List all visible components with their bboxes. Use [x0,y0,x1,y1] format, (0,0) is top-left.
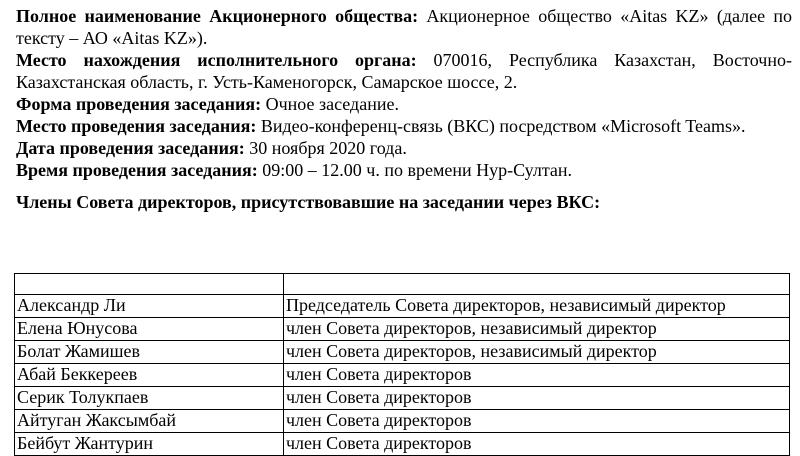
meeting-place-paragraph [16,115,792,137]
meeting-time-label: Время проведения заседания: [16,160,258,180]
member-name: Айтуган Жаксымбай [15,410,284,433]
member-name: Елена Юнусова [15,318,284,341]
meeting-date-value: 30 ноября 2020 года. [249,138,407,158]
company-name-label: Полное наименование Акционерного общества: [16,6,419,26]
location-value: 070016, Республика Казахстан, Восточно-Казахстанская область, г. Усть-Каменогорск, Самарское шоссе, 2. [16,50,792,92]
members-table [14,273,790,456]
member-role: член Совета директоров [284,387,790,410]
meeting-form-paragraph [16,93,792,115]
meeting-place-value: Видео-конференц-связь (ВКС) посредством «Microsoft Teams». [260,116,746,136]
member-name: Александр Ли [15,295,284,318]
table-header-cell [284,274,790,295]
member-name: Болат Жамишев [15,341,284,364]
meeting-form-label: Форма проведения заседания: [16,94,262,114]
meeting-place-label: Место проведения заседания: [16,116,257,136]
table-row [15,364,790,387]
members-heading: Члены Совета директоров, присутствовавшие на заседании через ВКС: [16,192,601,212]
member-role: член Совета директоров [284,364,790,387]
member-role: член Совета директоров, независимый директор [284,341,790,364]
table-row [15,295,790,318]
location-label: Место нахождения исполнительного органа: [16,50,417,70]
document-body [16,5,792,213]
company-name-paragraph [16,5,792,49]
meeting-date-paragraph [16,137,792,159]
table-header-cell [15,274,284,295]
meeting-form-value: Очное заседание. [265,94,399,114]
member-role: Председатель Совета директоров, независимый директор [284,295,790,318]
member-role: член Совета директоров [284,433,790,456]
table-header-row [15,274,790,295]
location-paragraph [16,49,792,93]
table-row [15,410,790,433]
meeting-date-label: Дата проведения заседания: [16,138,245,158]
member-name: Серик Толукпаев [15,387,284,410]
company-name-value: Акционерное общество «Aitas KZ» (далее по тексту – АО «Aitas KZ»). [16,6,793,48]
table-row [15,318,790,341]
member-role: член Совета директоров [284,410,790,433]
meeting-time-paragraph [16,159,792,181]
meeting-time-value: 09:00 – 12.00 ч. по времени Нур-Султан. [262,160,573,180]
member-name: Бейбут Жантурин [15,433,284,456]
member-name: Абай Беккереев [15,364,284,387]
table-row [15,387,790,410]
member-role: член Совета директоров, независимый директор [284,318,790,341]
table-row [15,341,790,364]
table-row [15,433,790,456]
